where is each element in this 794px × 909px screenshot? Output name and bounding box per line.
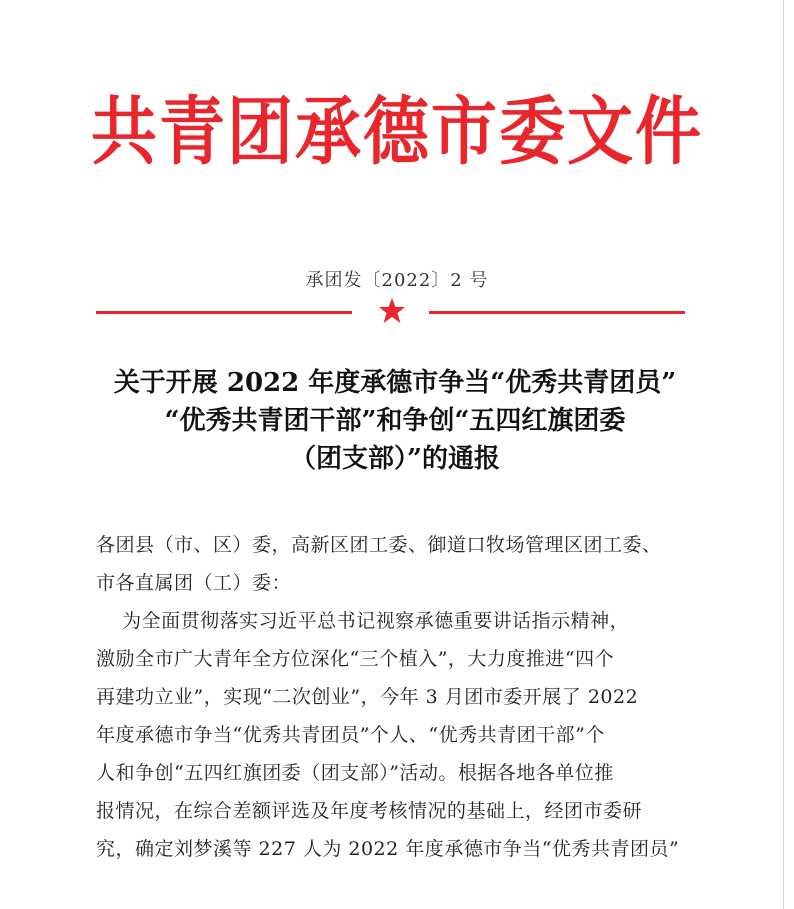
title-line-3: （团支部）”的通报 [290,444,500,474]
body-line: 年度承德市争当“优秀共青团员”个人、“优秀共青团干部”个 [96,724,605,746]
body-line: 再建功立业”，实现“二次创业”，今年 3 月团市委开展了 2022 [96,686,639,708]
body-line: 人和争创“五四红旗团委（团支部）”活动。根据各地各单位推 [96,762,614,784]
body-line: 报情况，在综合差额评选及年度考核情况的基础上，经团市委研 [96,800,643,822]
notice-title [60,364,730,478]
document-header: 共青团承德市委文件 [91,87,703,175]
divider-right [429,311,685,314]
title-line-2: “优秀共青团干部”和争创“五四红旗团委 [164,406,626,436]
body-line: 究，确定刘梦溪等 227 人为 2022 年度承德市争当“优秀共青团员” [96,838,680,860]
document-number: 承团发〔2022〕2 号 [305,270,489,291]
body-line: 激励全市广大青年全方位深化“三个植入”，大力度推进“四个 [96,648,615,670]
divider-left [96,311,352,314]
body-line: 各团县（市、区）委，高新区团工委、御道口牧场管理区团工委、 [96,534,662,556]
red-star-icon [377,296,407,326]
title-line-1: 关于开展 2022 年度承德市争当“优秀共青团员” [113,368,677,398]
body-line: 为全面贯彻落实习近平总书记视察承德重要讲话指示精神， [96,610,630,632]
body-line: 市各直属团（工）委： [96,572,292,594]
